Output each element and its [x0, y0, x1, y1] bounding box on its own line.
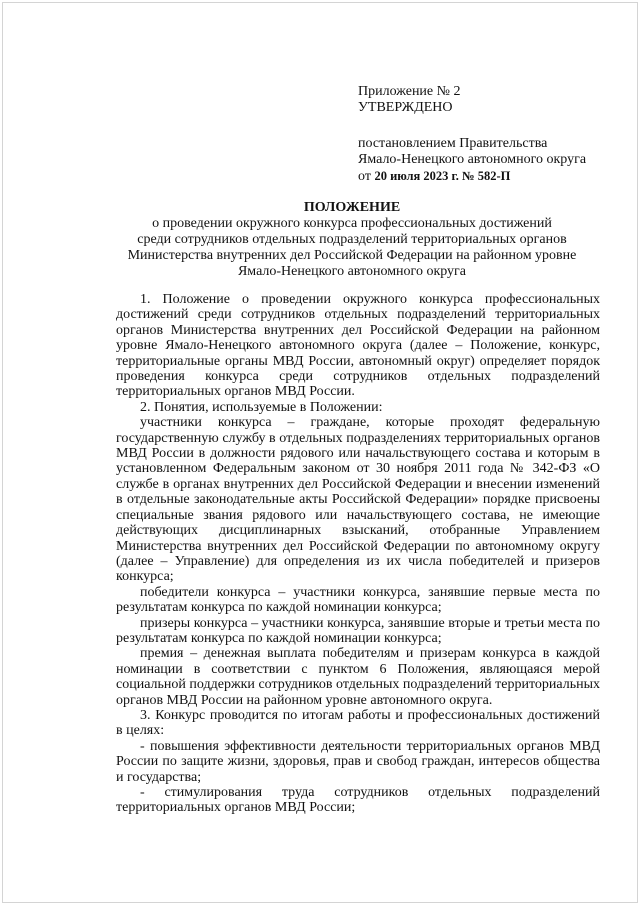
paragraph: - повышения эффективности деятельности территориальных органов МВД России по защите жизни, здоровья, прав и свобод граждан, интересов общества и государства;	[116, 738, 600, 785]
appendix-number: Приложение № 2	[358, 84, 461, 99]
title-heading: ПОЛОЖЕНИЕ	[303, 200, 401, 215]
paragraph: призеры конкурса – участники конкурса, занявшие вторые и третьи места по результатам конкурса по каждой номинации конкурса;	[116, 615, 600, 646]
date-prefix: от	[358, 169, 371, 184]
title-line: Министерства внутренних дел Российской Федерации на районном уровне	[127, 248, 577, 263]
approved-region: Ямало-Ненецкого автономного округа	[358, 152, 587, 167]
document-title	[112, 200, 592, 280]
paragraph: победители конкурса – участники конкурса, занявшие первые места по результатам конкурса по каждой номинации конкурса;	[116, 584, 600, 616]
paragraph: 1. Положение о проведении окружного конкурса профессиональных достижений среди сотрудников отдельных подразделений территориальных органов Министерства внутренних дел Российской Федерации на районном уровне Ямало-Ненецкого автономного округа (далее – Положение, конкурс, территориальные органы МВД России, автономный округ) определяет порядок проведения конкурса среди сотрудников отдельных подразделений территориальных органов МВД России.	[116, 292, 600, 400]
paragraph: - стимулирования труда сотрудников отдельных подразделений территориальных органов МВД России;	[116, 785, 600, 816]
approved-stamp: УТВЕРЖДЕНО	[358, 100, 453, 115]
title-line: о проведении окружного конкурса профессиональных достижений	[152, 216, 552, 231]
paragraph: премия – денежная выплата победителям и призерам конкурса в каждой номинации в соответствии с пунктом 6 Положения, являющаяся мерой социальной поддержки сотрудников отдельных подразделений территориальных органов МВД России на районном уровне автономного округа.	[116, 646, 600, 708]
approval-block	[358, 84, 628, 185]
paragraph: 2. Понятия, используемые в Положении:	[140, 399, 383, 415]
title-line: среди сотрудников отдельных подразделений территориальных органов	[137, 232, 567, 247]
approved-by: постановлением Правительства	[358, 136, 548, 151]
approval-date: 20 июля 2023 г. № 582-П	[374, 169, 511, 183]
approval-date-line	[358, 168, 628, 185]
paragraph: 3. Конкурс проводится по итогам работы и профессиональных достижений в целях:	[116, 707, 600, 739]
document-body	[116, 292, 600, 816]
title-line: Ямало-Ненецкого автономного округа	[237, 264, 467, 279]
paragraph: участники конкурса – граждане, которые проходят федеральную государственную службу в отдельных подразделениях территориальных органов МВД России в должности рядового или начальствующего состава и которым в установленном Федеральным законом от 30 ноября 2011 года № 342-ФЗ «О службе в органах внутренних дел Российской Федерации и внесении изменений в отдельные законодательные акты Российской Федерации» порядке присвоены специальные звания рядового или начальствующего состава, не имеющие действующих дисциплинарных взысканий, отобранные Управлением Министерства внутренних дел Российской Федерации по автономному округу (далее – Управление) для определения из их числа победителей и призеров конкурса;	[116, 415, 600, 585]
